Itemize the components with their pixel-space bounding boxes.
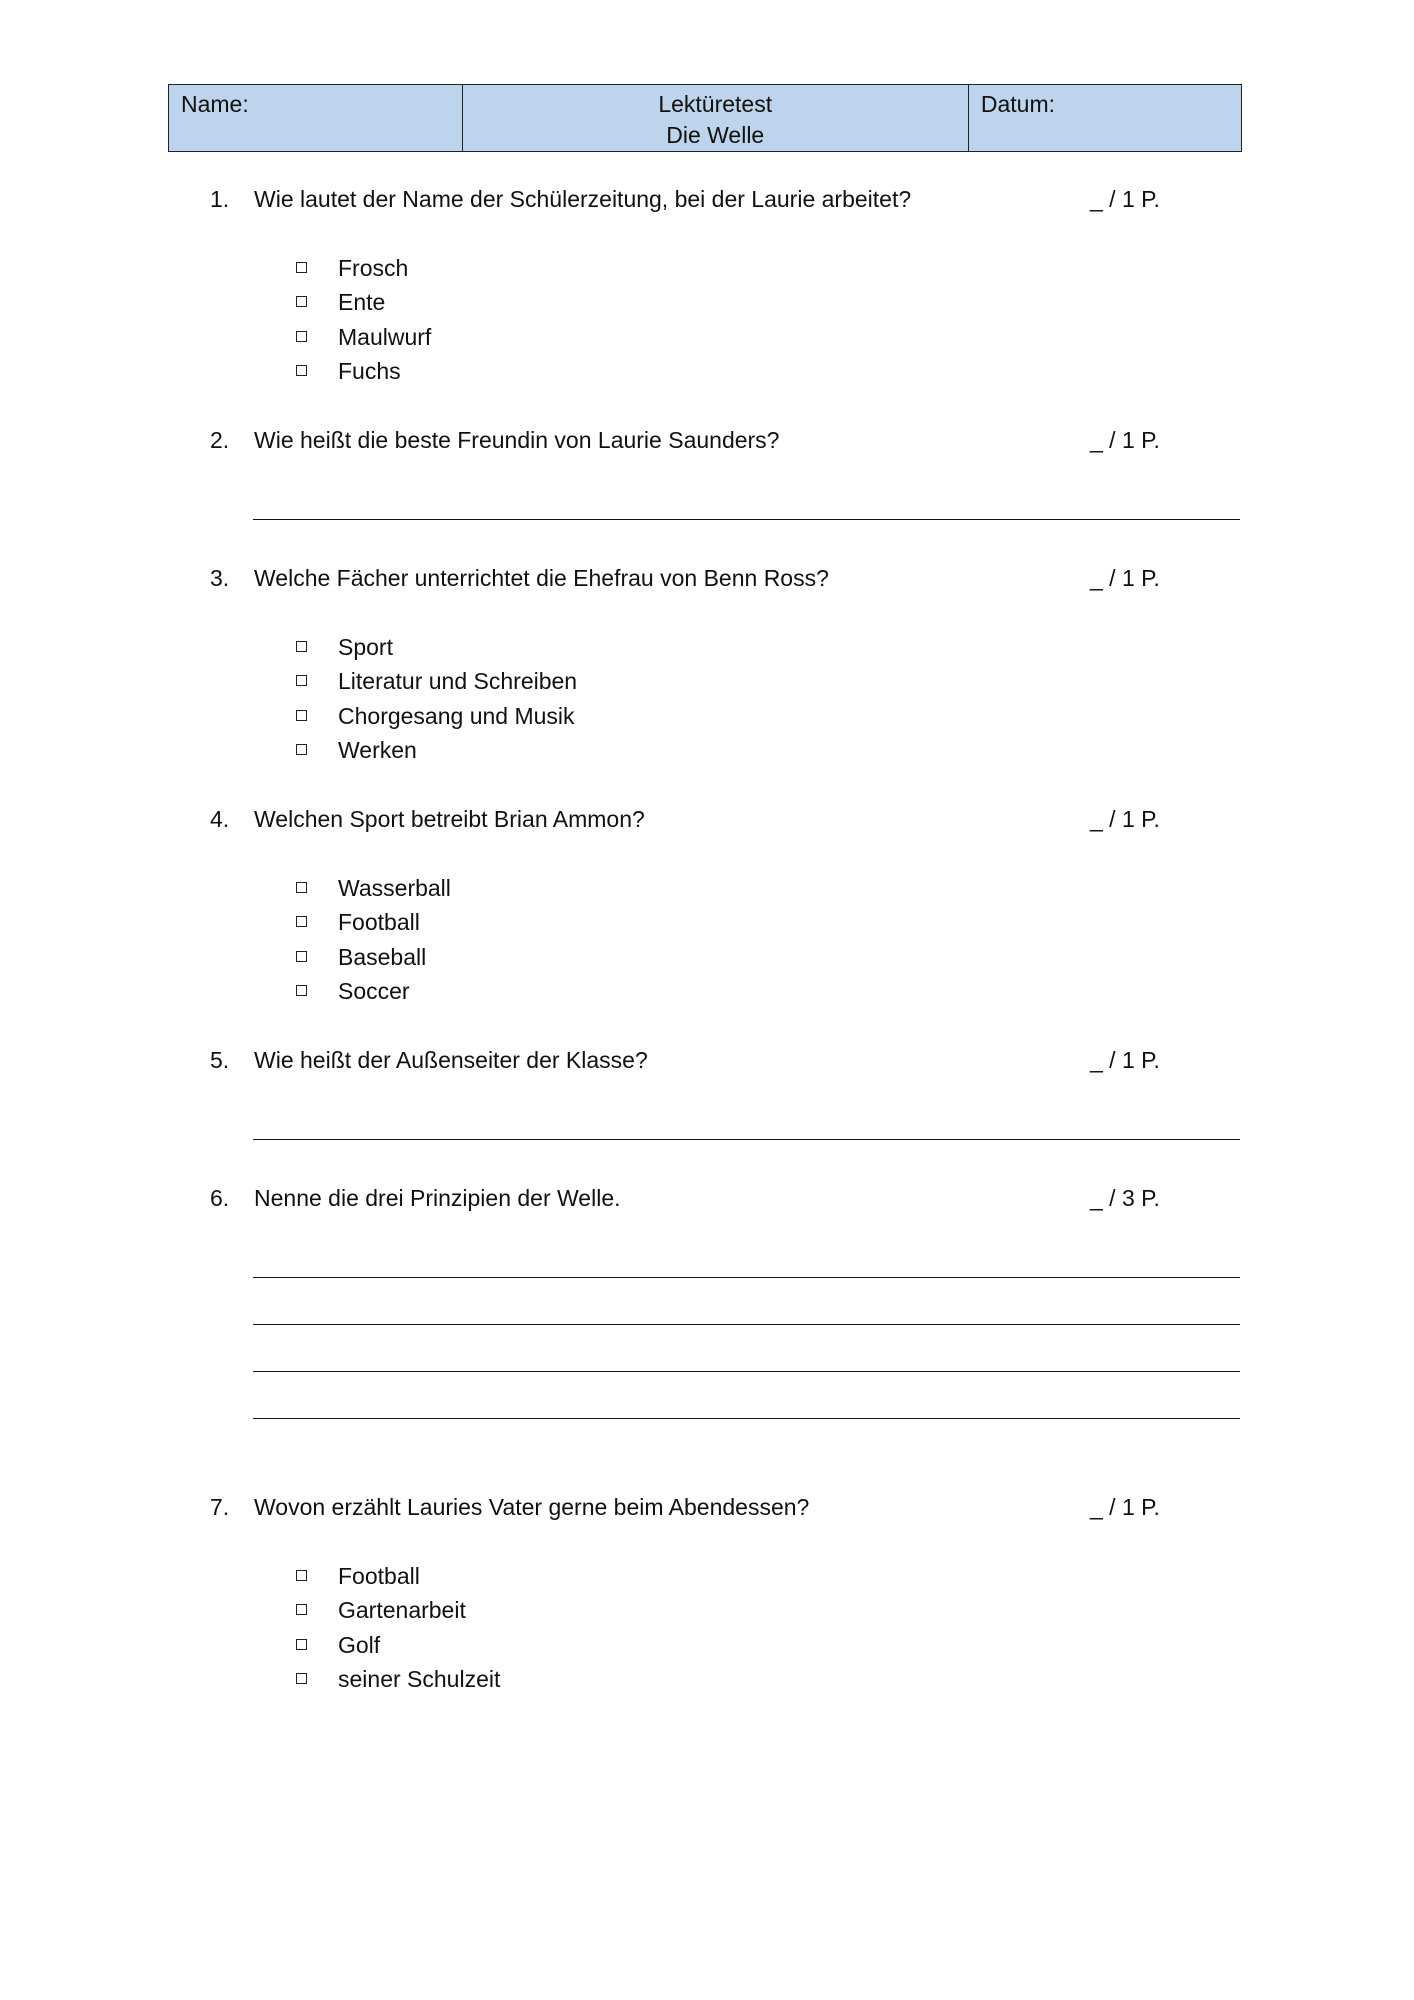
- date-label: Datum:: [980, 91, 1056, 117]
- question-text: Wie lautet der Name der Schülerzeitung, bei der Laurie arbeitet?: [254, 186, 912, 212]
- answer-line[interactable]: [253, 1324, 1240, 1325]
- answer-line[interactable]: [253, 1418, 1240, 1419]
- answer-line[interactable]: [253, 1371, 1240, 1372]
- title-cell: [462, 85, 968, 152]
- name-label: Name:: [181, 91, 249, 117]
- book-title: Die Welle: [666, 122, 765, 148]
- option-label: Literatur und Schreiben: [338, 668, 578, 695]
- question-number: 5.: [210, 1047, 230, 1073]
- question-text: Welchen Sport betreibt Brian Ammon?: [254, 806, 645, 832]
- answer-line[interactable]: [253, 1139, 1240, 1140]
- question-text: Nenne die drei Prinzipien der Welle.: [254, 1185, 621, 1211]
- question-text: Wie heißt der Außenseiter der Klasse?: [254, 1047, 648, 1073]
- option-label: Chorgesang und Musik: [338, 702, 575, 729]
- test-title: Lektüretest: [658, 91, 773, 117]
- question-text: Welche Fächer unterrichtet die Ehefrau von Benn Ross?: [254, 565, 829, 591]
- option-label: Gartenarbeit: [338, 1597, 466, 1624]
- checkbox[interactable]: [296, 882, 307, 893]
- question-points: _ / 3 P.: [1090, 1185, 1160, 1211]
- checkbox[interactable]: [296, 744, 307, 755]
- question-points: _ / 1 P.: [1090, 806, 1160, 832]
- checkbox[interactable]: [296, 1570, 307, 1581]
- question-text: Wovon erzählt Lauries Vater gerne beim Abendessen?: [254, 1494, 810, 1520]
- question-text: Wie heißt die beste Freundin von Laurie Saunders?: [254, 427, 780, 453]
- checkbox[interactable]: [296, 985, 307, 996]
- answer-line[interactable]: [253, 519, 1240, 520]
- question-number: 6.: [210, 1185, 230, 1211]
- checkbox[interactable]: [296, 675, 307, 686]
- checkbox[interactable]: [296, 951, 307, 962]
- option-label: Golf: [338, 1631, 381, 1658]
- question-points: _ / 1 P.: [1090, 186, 1160, 212]
- checkbox[interactable]: [296, 1639, 307, 1650]
- question-number: 2.: [210, 427, 230, 453]
- date-field[interactable]: [968, 85, 1241, 152]
- header-table: [168, 84, 1242, 152]
- checkbox[interactable]: [296, 331, 307, 342]
- question-number: 3.: [210, 565, 230, 591]
- checkbox[interactable]: [296, 1604, 307, 1615]
- checkbox[interactable]: [296, 262, 307, 273]
- question-points: _ / 1 P.: [1090, 1494, 1160, 1520]
- checkbox[interactable]: [296, 916, 307, 927]
- option-label: Fuchs: [338, 357, 401, 384]
- checkbox[interactable]: [296, 710, 307, 721]
- option-label: Maulwurf: [338, 323, 432, 350]
- checkbox[interactable]: [296, 296, 307, 307]
- option-label: Football: [338, 909, 420, 936]
- option-label: Baseball: [338, 943, 427, 970]
- option-label: Werken: [338, 736, 417, 763]
- question-points: _ / 1 P.: [1090, 427, 1160, 453]
- checkbox[interactable]: [296, 365, 307, 376]
- question-points: _ / 1 P.: [1090, 565, 1160, 591]
- checkbox[interactable]: [296, 641, 307, 652]
- name-field[interactable]: [169, 85, 463, 152]
- option-label: Ente: [338, 289, 386, 316]
- option-label: Wasserball: [338, 875, 451, 901]
- question-points: _ / 1 P.: [1090, 1047, 1160, 1073]
- question-number: 7.: [210, 1494, 230, 1520]
- option-label: seiner Schulzeit: [338, 1665, 501, 1692]
- option-label: Football: [338, 1563, 420, 1589]
- checkbox[interactable]: [296, 1673, 307, 1684]
- question-number: 1.: [210, 186, 230, 212]
- answer-line[interactable]: [253, 1277, 1240, 1278]
- option-label: Frosch: [338, 255, 409, 281]
- option-label: Soccer: [338, 977, 410, 1004]
- question-number: 4.: [210, 806, 230, 832]
- option-label: Sport: [338, 634, 393, 660]
